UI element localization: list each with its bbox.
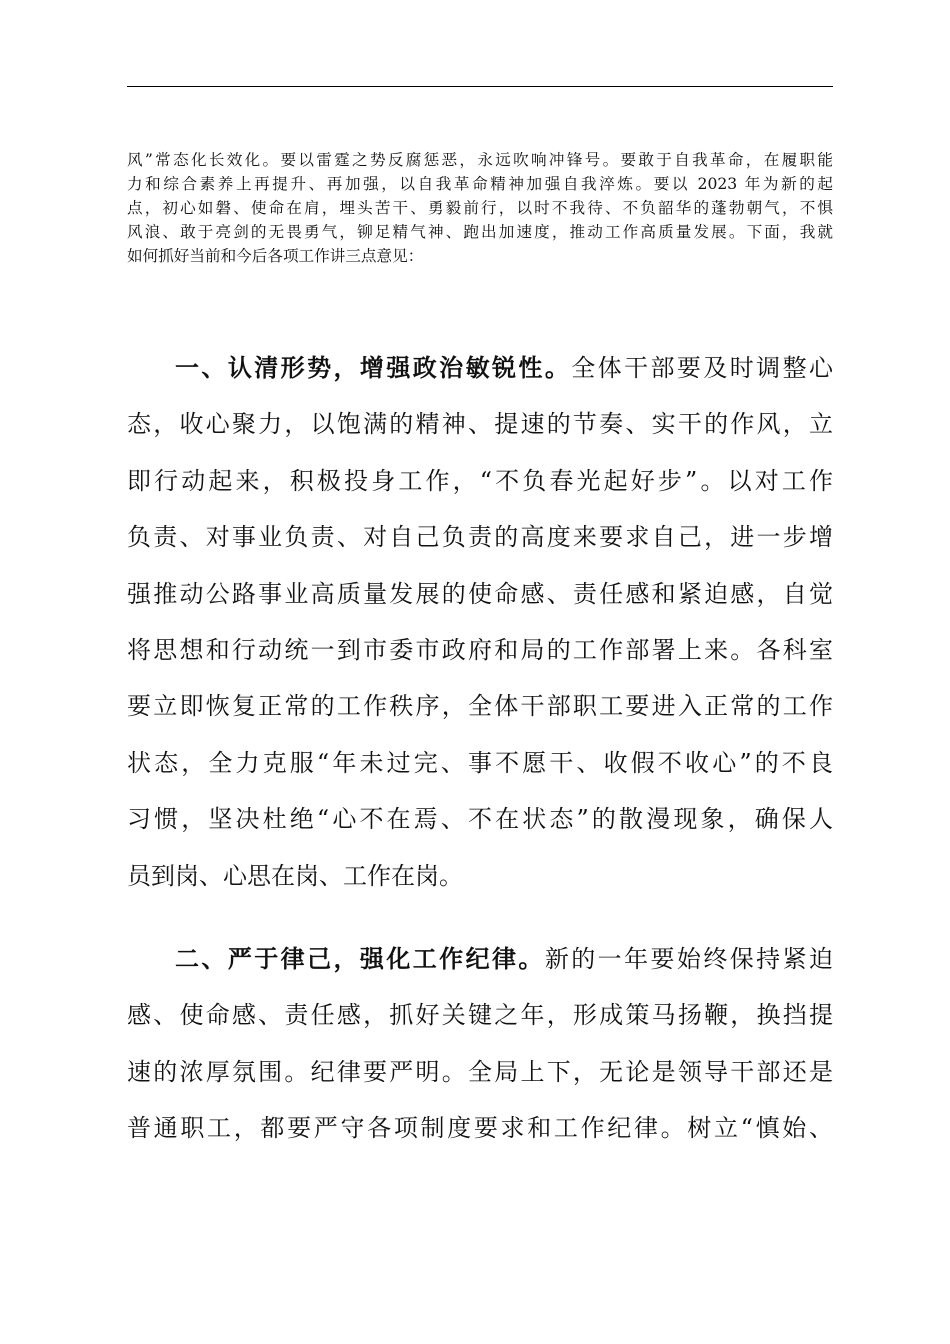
section-2-first-line-text: 新的一年要始终保持紧迫 xyxy=(544,945,834,973)
intro-line: 点，初心如磐、使命在肩，埋头苦干、勇毅前行，以时不我待、不负韶华的蓬勃朝气，不惧 xyxy=(127,199,833,217)
section-2-first-line xyxy=(127,931,833,987)
section-1-paragraph xyxy=(127,340,833,904)
section-1-line: 员到岗、心思在岗、工作在岗。 xyxy=(127,861,463,890)
section-1-line: 状态，全力克服“年未过完、事不愿干、收假不收心”的不良 xyxy=(127,748,833,777)
intro-line: 力和综合素养上再提升、再加强，以自我革命精神加强自我淬炼。要以 2023 年为新的起 xyxy=(127,175,833,193)
section-2-heading: 二、严于律己，强化工作纪律。 xyxy=(175,945,545,973)
intro-line: 风浪、敢于亮剑的无畏勇气，铆足精气神、跑出加速度，推动工作高质量发展。下面，我就 xyxy=(127,223,833,241)
section-1-heading: 一、认清形势，增强政治敏锐性。 xyxy=(175,354,572,382)
section-1-first-line-text: 全体干部要及时调整心 xyxy=(571,354,833,382)
section-2-line: 感、使命感、责任感，抓好关键之年，形成策马扬鞭，换挡提 xyxy=(127,1001,833,1030)
section-1-line: 强推动公路事业高质量发展的使命感、责任感和紧迫感，自觉 xyxy=(127,579,833,608)
section-1-line: 负责、对事业负责、对自己负责的高度来要求自己，进一步增 xyxy=(127,523,833,552)
section-1-line: 要立即恢复正常的工作秩序，全体干部职工要进入正常的工作 xyxy=(127,692,833,721)
section-1-first-line xyxy=(127,340,833,396)
section-2-line: 速的浓厚氛围。纪律要严明。全局上下，无论是领导干部还是 xyxy=(127,1057,833,1086)
section-1-line: 态，收心聚力，以饱满的精神、提速的节奏、实干的作风，立 xyxy=(127,410,833,439)
section-2-paragraph xyxy=(127,931,833,1157)
section-1-line: 习惯，坚决杜绝“心不在焉、不在状态”的散漫现象，确保人 xyxy=(127,805,833,834)
section-1-line: 即行动起来，积极投身工作，“不负春光起好步”。以对工作 xyxy=(127,466,833,495)
section-1-line: 将思想和行动统一到市委市政府和局的工作部署上来。各科室 xyxy=(127,635,833,664)
intro-line: 风”常态化长效化。要以雷霆之势反腐惩恶，永远吹响冲锋号。要敢于自我革命，在履职能 xyxy=(127,151,833,169)
intro-line: 如何抓好当前和今后各项工作讲三点意见： xyxy=(127,247,424,265)
header-rule xyxy=(127,86,833,87)
intro-paragraph xyxy=(127,148,833,268)
section-2-line: 普通职工，都要严守各项制度要求和工作纪律。树立“慎始、 xyxy=(127,1114,833,1143)
